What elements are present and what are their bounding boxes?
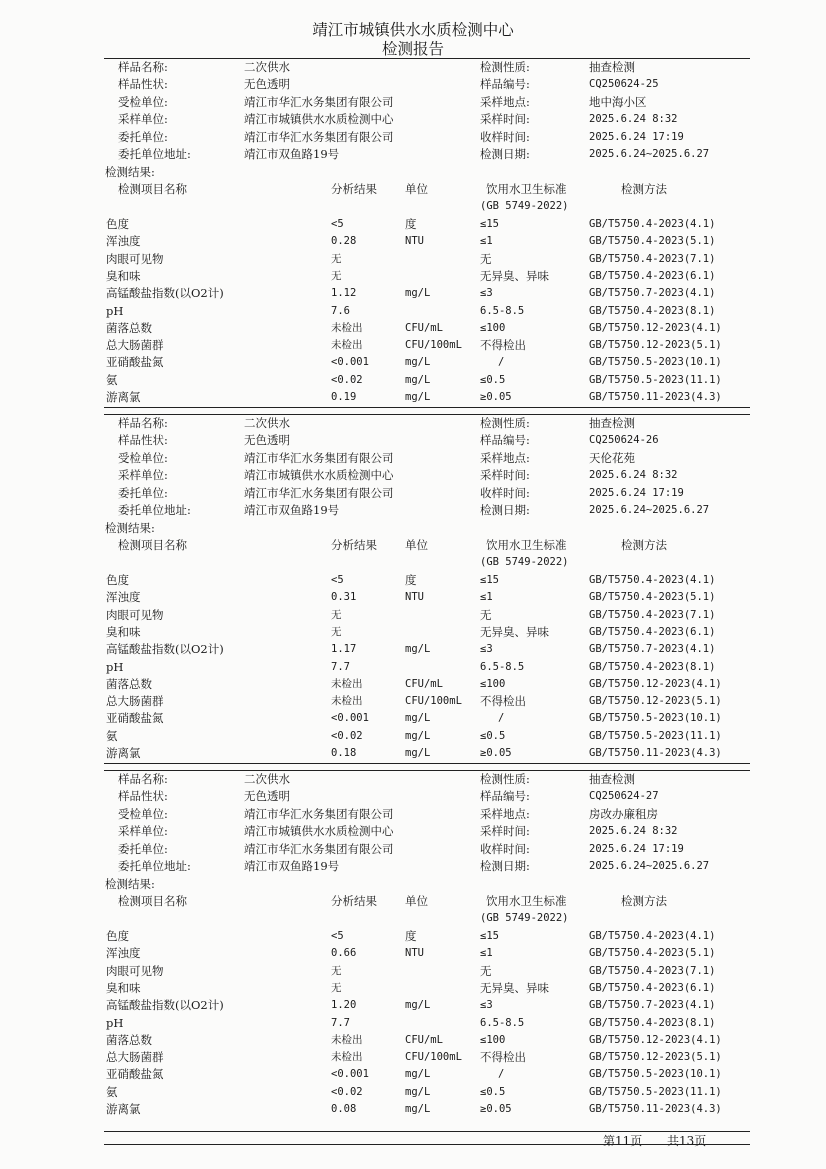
cell-result: 无 <box>331 625 342 638</box>
info-label-inspected-unit: 受检单位: <box>118 94 168 109</box>
cell-method: GB/T5750.4-2023(4.1) <box>589 930 716 942</box>
cell-item: 游离氯 <box>106 390 141 404</box>
cell-method: GB/T5750.12-2023(5.1) <box>589 339 722 352</box>
cell-item: 菌落总数 <box>106 320 152 335</box>
cell-result: 0.18 <box>331 747 357 759</box>
info-value-test-date: 2025.6.24~2025.6.27 <box>589 148 710 160</box>
cell-method: GB/T5750.7-2023(4.1) <box>589 999 716 1012</box>
cell-item: 总大肠菌群 <box>106 1050 164 1065</box>
cell-item: 肉眼可见物 <box>106 963 164 978</box>
cell-result: 1.12 <box>331 287 357 300</box>
cell-unit: CFU/mL <box>405 1033 443 1046</box>
cell-method: GB/T5750.4-2023(5.1) <box>589 235 716 248</box>
cell-method: GB/T5750.11-2023(4.3) <box>589 747 722 759</box>
cell-result: <5 <box>331 930 344 942</box>
cell-standard: / <box>498 712 505 725</box>
cell-method: GB/T5750.12-2023(5.1) <box>589 1051 722 1064</box>
info-label-inspected-unit: 受检单位: <box>118 450 168 465</box>
cell-item: 亚硝酸盐氮 <box>106 355 164 370</box>
cell-item: 菌落总数 <box>106 676 152 691</box>
cell-result: <5 <box>331 218 344 230</box>
info-label-sampling-time: 采样时间: <box>480 468 530 483</box>
cell-method: GB/T5750.12-2023(4.1) <box>589 677 722 690</box>
info-value-sample-no: CQ250624-27 <box>589 790 659 803</box>
cell-item: 高锰酸盐指数(以O2计) <box>106 642 224 657</box>
info-value-sample-name: 二次供水 <box>244 416 290 430</box>
info-label-receive-time: 收样时间: <box>480 129 530 144</box>
cell-standard: ≤15 <box>480 218 499 230</box>
info-label-test-date: 检测日期: <box>480 147 530 161</box>
cell-result: <0.001 <box>331 712 369 725</box>
info-label-sampling-unit: 采样单位: <box>118 112 168 127</box>
cell-unit: CFU/mL <box>405 677 443 690</box>
info-value-sample-state: 无色透明 <box>244 433 290 448</box>
cell-item: 氨 <box>106 372 118 387</box>
cell-item: 浑浊度 <box>106 234 141 249</box>
info-value-receive-time: 2025.6.24 17:19 <box>589 486 684 499</box>
info-value-sampling-time: 2025.6.24 8:32 <box>589 469 678 482</box>
info-label-client-unit: 委托单位: <box>118 841 168 856</box>
cell-unit: mg/L <box>405 1085 431 1098</box>
info-label-test-nature: 检测性质: <box>480 772 530 786</box>
cell-item: 游离氯 <box>106 1102 141 1116</box>
cell-result: <0.02 <box>331 729 363 742</box>
cell-standard: ≤100 <box>480 321 506 334</box>
info-label-client-address: 委托单位地址: <box>118 859 191 873</box>
cell-standard: 无异臭、异味 <box>480 268 549 283</box>
cell-result: <0.02 <box>331 373 363 386</box>
cell-unit: CFU/100mL <box>405 1051 462 1064</box>
info-value-client-address: 靖江市双鱼路19号 <box>244 859 340 873</box>
cell-item: 浑浊度 <box>106 946 141 961</box>
cell-method: GB/T5750.12-2023(4.1) <box>589 1033 722 1046</box>
cell-result: 未检出 <box>331 677 363 690</box>
info-value-inspected-unit: 靖江市华汇水务集团有限公司 <box>244 806 394 821</box>
info-value-test-date: 2025.6.24~2025.6.27 <box>589 504 710 516</box>
cell-result: 1.20 <box>331 999 357 1012</box>
info-label-sample-no: 样品编号: <box>480 433 530 448</box>
info-value-client-unit: 靖江市华汇水务集团有限公司 <box>244 129 394 144</box>
cell-method: GB/T5750.4-2023(8.1) <box>589 660 716 673</box>
col-header-standard-code: (GB 5749-2022) <box>480 556 569 568</box>
cell-method: GB/T5750.4-2023(7.1) <box>589 964 716 977</box>
cell-result: 未检出 <box>331 1051 363 1064</box>
cell-standard: ≤0.5 <box>480 729 506 742</box>
cell-method: GB/T5750.5-2023(10.1) <box>589 1068 722 1081</box>
cell-standard: ≤1 <box>480 591 493 604</box>
cell-method: GB/T5750.11-2023(4.3) <box>589 1103 722 1115</box>
info-value-sample-state: 无色透明 <box>244 77 290 92</box>
info-value-sample-state: 无色透明 <box>244 789 290 804</box>
info-value-client-address: 靖江市双鱼路19号 <box>244 147 340 161</box>
cell-standard: ≤3 <box>480 999 493 1012</box>
cell-result: 0.66 <box>331 947 357 960</box>
sample-section <box>0 58 826 414</box>
col-header-item: 检测项目名称 <box>118 182 187 196</box>
cell-item: 亚硝酸盐氮 <box>106 711 164 726</box>
info-value-client-unit: 靖江市华汇水务集团有限公司 <box>244 485 394 500</box>
cell-unit: NTU <box>405 591 424 604</box>
cell-unit: mg/L <box>405 391 431 403</box>
cell-result: 未检出 <box>331 695 363 708</box>
cell-standard: 不得检出 <box>480 1050 526 1065</box>
cell-method: GB/T5750.4-2023(6.1) <box>589 981 716 994</box>
page-number: 第11页 <box>603 1134 643 1148</box>
cell-unit: 度 <box>405 929 417 943</box>
cell-method: GB/T5750.12-2023(4.1) <box>589 321 722 334</box>
cell-standard: 6.5-8.5 <box>480 1016 525 1029</box>
info-value-sample-name: 二次供水 <box>244 60 290 74</box>
cell-method: GB/T5750.5-2023(11.1) <box>589 373 722 386</box>
cell-unit: NTU <box>405 235 424 248</box>
info-value-sampling-unit: 靖江市城镇供水水质检测中心 <box>244 824 394 839</box>
cell-item: 色度 <box>106 929 129 943</box>
cell-item: 总大肠菌群 <box>106 694 164 709</box>
col-header-unit: 单位 <box>405 894 428 908</box>
info-label-sampling-unit: 采样单位: <box>118 824 168 839</box>
info-label-client-address: 委托单位地址: <box>118 147 191 161</box>
cell-standard: 不得检出 <box>480 694 526 709</box>
cell-method: GB/T5750.4-2023(6.1) <box>589 625 716 638</box>
cell-result: 未检出 <box>331 321 363 334</box>
cell-unit: mg/L <box>405 1103 431 1115</box>
report-org-title: 靖江市城镇供水水质检测中心 <box>312 21 514 39</box>
cell-item: 菌落总数 <box>106 1032 152 1047</box>
cell-item: 臭和味 <box>106 624 141 639</box>
info-label-sample-no: 样品编号: <box>480 77 530 92</box>
cell-method: GB/T5750.4-2023(7.1) <box>589 608 716 621</box>
info-label-sampling-site: 采样地点: <box>480 94 530 109</box>
col-header-item: 检测项目名称 <box>118 894 187 908</box>
col-header-method: 检测方法 <box>621 894 667 908</box>
cell-unit: CFU/mL <box>405 321 443 334</box>
col-header-unit: 单位 <box>405 538 428 552</box>
cell-method: GB/T5750.7-2023(4.1) <box>589 643 716 656</box>
cell-standard: 无异臭、异味 <box>480 624 549 639</box>
cell-method: GB/T5750.4-2023(6.1) <box>589 269 716 282</box>
col-header-result: 分析结果 <box>331 538 377 552</box>
section-divider <box>104 1144 750 1145</box>
cell-result: 1.17 <box>331 643 357 656</box>
cell-standard: ≥0.05 <box>480 747 512 759</box>
cell-standard: ≤1 <box>480 947 493 960</box>
cell-unit: 度 <box>405 217 417 231</box>
info-label-test-date: 检测日期: <box>480 859 530 873</box>
info-label-receive-time: 收样时间: <box>480 841 530 856</box>
cell-standard: ≤15 <box>480 574 499 586</box>
cell-unit: CFU/100mL <box>405 695 462 708</box>
cell-unit: mg/L <box>405 373 431 386</box>
cell-standard: / <box>498 356 505 369</box>
cell-result: <0.02 <box>331 1085 363 1098</box>
cell-method: GB/T5750.12-2023(5.1) <box>589 695 722 708</box>
info-value-sampling-site: 房改办廉租房 <box>589 806 658 821</box>
cell-unit: mg/L <box>405 356 431 369</box>
cell-result: <5 <box>331 574 344 586</box>
cell-result: 0.31 <box>331 591 357 604</box>
cell-result: 未检出 <box>331 339 363 352</box>
cell-standard: 6.5-8.5 <box>480 304 525 317</box>
cell-standard: 无异臭、异味 <box>480 980 549 995</box>
cell-unit: mg/L <box>405 747 431 759</box>
cell-method: GB/T5750.11-2023(4.3) <box>589 391 722 403</box>
info-label-sample-state: 样品性状: <box>118 433 168 448</box>
bottom-divider <box>104 1131 750 1132</box>
cell-standard: / <box>498 1068 505 1081</box>
cell-result: 无 <box>331 608 342 621</box>
cell-method: GB/T5750.4-2023(4.1) <box>589 218 716 230</box>
info-value-inspected-unit: 靖江市华汇水务集团有限公司 <box>244 94 394 109</box>
cell-standard: ≥0.05 <box>480 391 512 403</box>
info-label-inspected-unit: 受检单位: <box>118 806 168 821</box>
info-label-test-nature: 检测性质: <box>480 60 530 74</box>
cell-method: GB/T5750.5-2023(10.1) <box>589 356 722 369</box>
info-value-test-nature: 抽查检测 <box>589 60 635 74</box>
cell-unit: 度 <box>405 573 417 587</box>
info-value-sampling-time: 2025.6.24 8:32 <box>589 113 678 126</box>
cell-item: 高锰酸盐指数(以O2计) <box>106 998 224 1013</box>
col-header-unit: 单位 <box>405 182 428 196</box>
cell-result: 未检出 <box>331 1033 363 1046</box>
info-label-sampling-site: 采样地点: <box>480 806 530 821</box>
info-label-test-date: 检测日期: <box>480 503 530 517</box>
info-label-client-address: 委托单位地址: <box>118 503 191 517</box>
info-value-sampling-time: 2025.6.24 8:32 <box>589 825 678 838</box>
cell-method: GB/T5750.4-2023(5.1) <box>589 947 716 960</box>
cell-result: 0.08 <box>331 1103 357 1115</box>
info-value-client-unit: 靖江市华汇水务集团有限公司 <box>244 841 394 856</box>
results-label: 检测结果: <box>105 521 155 535</box>
sample-section <box>0 770 826 1126</box>
info-label-sampling-site: 采样地点: <box>480 450 530 465</box>
info-label-sample-name: 样品名称: <box>118 772 168 786</box>
col-header-standard: 饮用水卫生标准 <box>486 894 567 908</box>
info-label-sample-name: 样品名称: <box>118 60 168 74</box>
cell-method: GB/T5750.4-2023(8.1) <box>589 1016 716 1029</box>
info-value-sampling-site: 天伦花苑 <box>589 450 635 465</box>
info-label-sample-state: 样品性状: <box>118 77 168 92</box>
page-total: 共13页 <box>667 1134 707 1148</box>
cell-standard: 不得检出 <box>480 338 526 353</box>
cell-item: 色度 <box>106 573 129 587</box>
col-header-item: 检测项目名称 <box>118 538 187 552</box>
info-label-sampling-time: 采样时间: <box>480 824 530 839</box>
cell-item: pH <box>106 1015 124 1030</box>
cell-unit: mg/L <box>405 712 431 725</box>
col-header-standard-code: (GB 5749-2022) <box>480 200 569 212</box>
info-label-client-unit: 委托单位: <box>118 129 168 144</box>
cell-item: 总大肠菌群 <box>106 338 164 353</box>
cell-method: GB/T5750.4-2023(5.1) <box>589 591 716 604</box>
cell-standard: 6.5-8.5 <box>480 660 525 673</box>
report-title: 检测报告 <box>381 40 444 58</box>
cell-item: 肉眼可见物 <box>106 251 164 266</box>
cell-result: 7.7 <box>331 1016 350 1029</box>
cell-standard: 无 <box>480 963 492 978</box>
col-header-method: 检测方法 <box>621 182 667 196</box>
info-label-sample-state: 样品性状: <box>118 789 168 804</box>
cell-unit: mg/L <box>405 643 431 656</box>
info-label-sample-name: 样品名称: <box>118 416 168 430</box>
cell-method: GB/T5750.4-2023(8.1) <box>589 304 716 317</box>
cell-result: 7.6 <box>331 304 350 317</box>
section-divider <box>104 763 750 764</box>
info-value-test-nature: 抽查检测 <box>589 772 635 786</box>
results-label: 检测结果: <box>105 165 155 179</box>
cell-standard: ≤0.5 <box>480 373 506 386</box>
cell-standard: ≤15 <box>480 930 499 942</box>
cell-unit: mg/L <box>405 1068 431 1081</box>
cell-result: 无 <box>331 981 342 994</box>
cell-standard: ≤0.5 <box>480 1085 506 1098</box>
sample-section <box>0 414 826 770</box>
cell-item: 亚硝酸盐氮 <box>106 1067 164 1082</box>
col-header-method: 检测方法 <box>621 538 667 552</box>
cell-standard: ≥0.05 <box>480 1103 512 1115</box>
cell-method: GB/T5750.4-2023(4.1) <box>589 574 716 586</box>
info-value-receive-time: 2025.6.24 17:19 <box>589 842 684 855</box>
cell-standard: 无 <box>480 251 492 266</box>
cell-standard: ≤3 <box>480 643 493 656</box>
cell-item: 肉眼可见物 <box>106 607 164 622</box>
info-label-receive-time: 收样时间: <box>480 485 530 500</box>
cell-item: 氨 <box>106 1084 118 1099</box>
info-value-sampling-site: 地中海小区 <box>589 94 647 109</box>
info-value-client-address: 靖江市双鱼路19号 <box>244 503 340 517</box>
info-label-sampling-unit: 采样单位: <box>118 468 168 483</box>
info-value-receive-time: 2025.6.24 17:19 <box>589 130 684 143</box>
cell-unit: mg/L <box>405 287 431 300</box>
cell-item: 浑浊度 <box>106 590 141 605</box>
cell-method: GB/T5750.5-2023(11.1) <box>589 1085 722 1098</box>
col-header-result: 分析结果 <box>331 182 377 196</box>
cell-standard: ≤3 <box>480 287 493 300</box>
cell-unit: CFU/100mL <box>405 339 462 352</box>
info-label-sample-no: 样品编号: <box>480 789 530 804</box>
col-header-standard: 饮用水卫生标准 <box>486 538 567 552</box>
info-label-sampling-time: 采样时间: <box>480 112 530 127</box>
cell-method: GB/T5750.4-2023(7.1) <box>589 252 716 265</box>
cell-item: 氨 <box>106 728 118 743</box>
cell-unit: mg/L <box>405 999 431 1012</box>
cell-item: 高锰酸盐指数(以O2计) <box>106 286 224 301</box>
cell-result: <0.001 <box>331 356 369 369</box>
cell-item: pH <box>106 659 124 674</box>
info-value-sample-name: 二次供水 <box>244 772 290 786</box>
cell-item: pH <box>106 303 124 318</box>
col-header-result: 分析结果 <box>331 894 377 908</box>
section-divider <box>104 407 750 408</box>
cell-result: 0.19 <box>331 391 357 403</box>
cell-standard: 无 <box>480 607 492 622</box>
cell-result: 7.7 <box>331 660 350 673</box>
cell-method: GB/T5750.7-2023(4.1) <box>589 287 716 300</box>
cell-item: 游离氯 <box>106 746 141 760</box>
info-label-client-unit: 委托单位: <box>118 485 168 500</box>
cell-item: 色度 <box>106 217 129 231</box>
cell-standard: ≤100 <box>480 1033 506 1046</box>
cell-standard: ≤100 <box>480 677 506 690</box>
cell-item: 臭和味 <box>106 268 141 283</box>
cell-method: GB/T5750.5-2023(10.1) <box>589 712 722 725</box>
results-label: 检测结果: <box>105 877 155 891</box>
cell-standard: ≤1 <box>480 235 493 248</box>
info-value-sample-no: CQ250624-25 <box>589 78 659 91</box>
info-value-sample-no: CQ250624-26 <box>589 434 659 447</box>
info-value-sampling-unit: 靖江市城镇供水水质检测中心 <box>244 112 394 127</box>
col-header-standard-code: (GB 5749-2022) <box>480 912 569 924</box>
cell-result: 无 <box>331 964 342 977</box>
cell-result: <0.001 <box>331 1068 369 1081</box>
cell-item: 臭和味 <box>106 980 141 995</box>
info-label-test-nature: 检测性质: <box>480 416 530 430</box>
info-value-test-nature: 抽查检测 <box>589 416 635 430</box>
cell-method: GB/T5750.5-2023(11.1) <box>589 729 722 742</box>
cell-result: 无 <box>331 269 342 282</box>
cell-unit: mg/L <box>405 729 431 742</box>
cell-unit: NTU <box>405 947 424 960</box>
info-value-sampling-unit: 靖江市城镇供水水质检测中心 <box>244 468 394 483</box>
col-header-standard: 饮用水卫生标准 <box>486 182 567 196</box>
info-value-test-date: 2025.6.24~2025.6.27 <box>589 860 710 872</box>
cell-result: 0.28 <box>331 235 357 248</box>
info-value-inspected-unit: 靖江市华汇水务集团有限公司 <box>244 450 394 465</box>
cell-result: 无 <box>331 252 342 265</box>
